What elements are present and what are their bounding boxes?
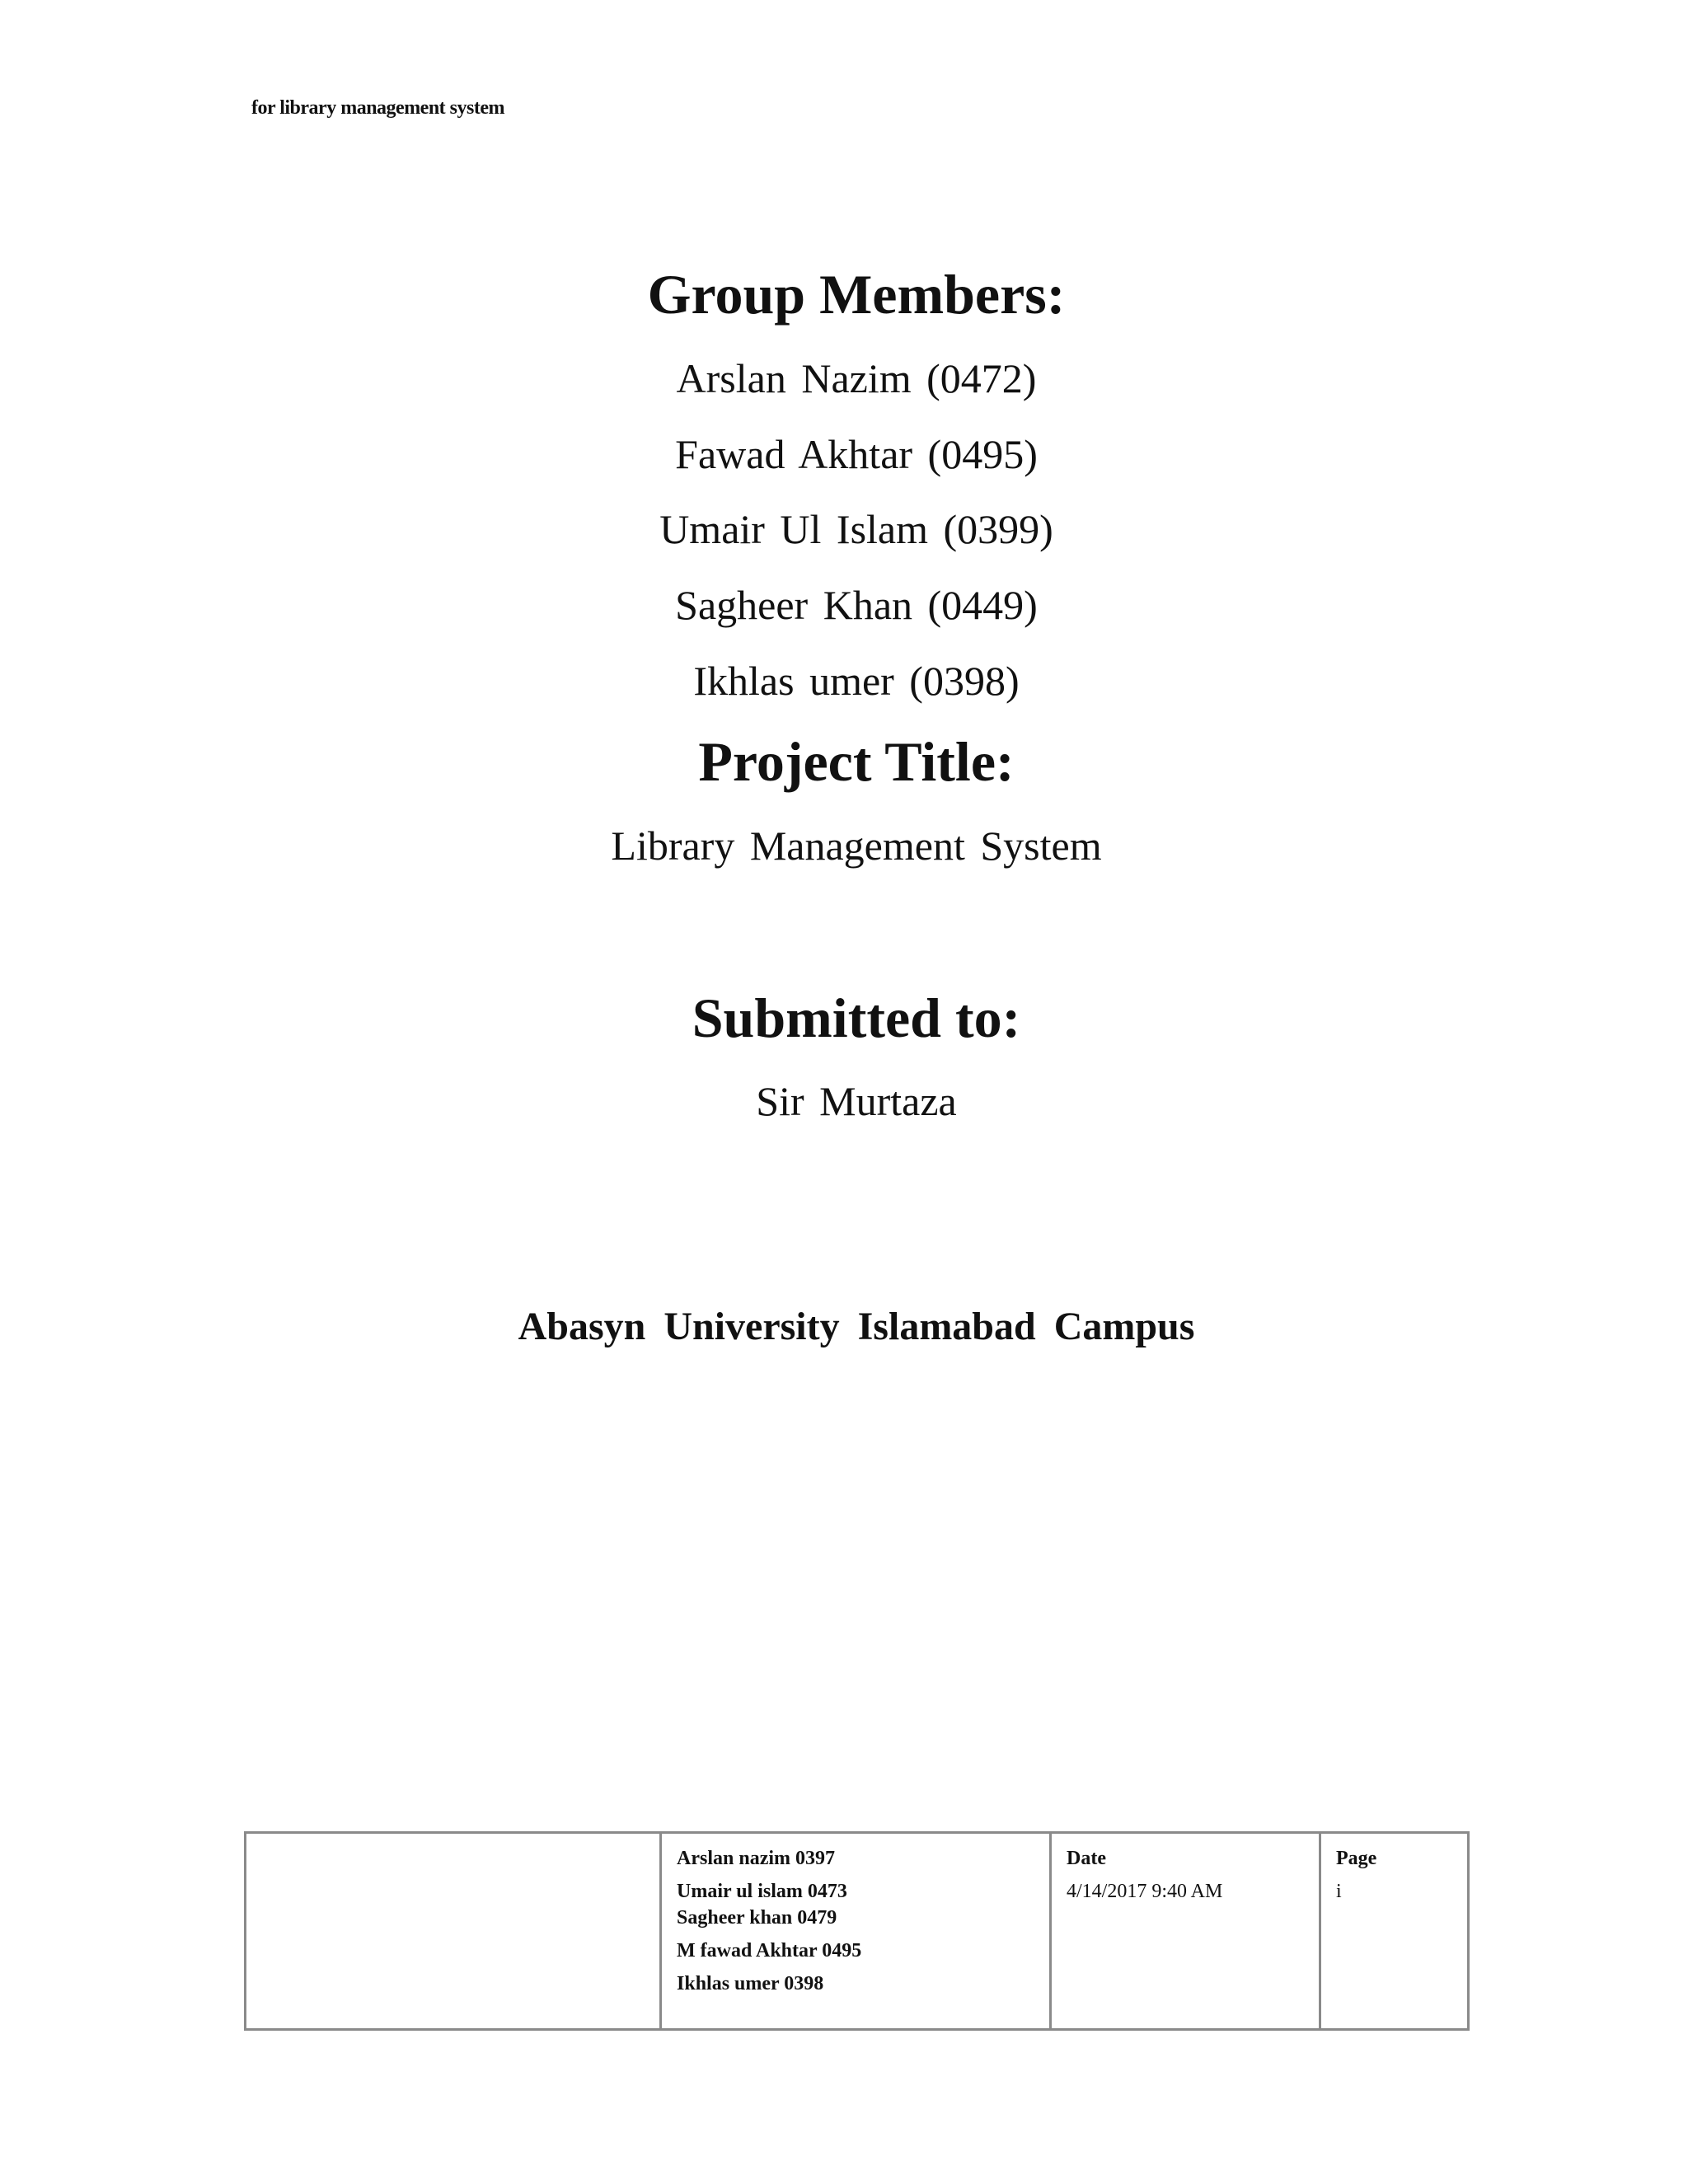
submitted-to-name: Sir Murtaza [756,1078,957,1124]
project-title-heading: Project Title: [698,730,1015,793]
footer-date-cell [1051,1833,1320,2030]
footer-authors-cell [661,1833,1051,2030]
submitted-to-heading: Submitted to: [692,987,1021,1049]
footer-author: Ikhlas umer 0398 [677,1973,824,1994]
footer-table [244,1831,1470,2031]
footer-author: M fawad Akhtar 0495 [677,1940,862,1961]
member-line: Arslan Nazim (0472) [676,355,1037,401]
group-members-heading: Group Members: [647,263,1066,326]
footer-empty-cell [246,1833,661,2030]
footer-author: Umair ul islam 0473 [677,1881,847,1902]
footer-author: Arslan nazim 0397 [677,1848,835,1869]
project-title: Library Management System [611,823,1102,869]
footer-page-label: Page [1336,1848,1377,1869]
institution-name: Abasyn University Islamabad Campus [518,1305,1195,1348]
member-line: Umair Ul Islam (0399) [659,506,1053,552]
footer-author: Sagheer khan 0479 [677,1907,837,1929]
member-line: Ikhlas umer (0398) [693,658,1020,704]
member-line: Sagheer Khan (0449) [675,582,1038,628]
footer-page-cell [1320,1833,1469,2030]
footer-page-value: i [1336,1881,1342,1902]
footer-date-value: 4/14/2017 9:40 AM [1067,1881,1223,1902]
header-note: for library management system [251,97,504,119]
member-line: Fawad Akhtar (0495) [675,431,1038,477]
footer-date-label: Date [1067,1848,1106,1869]
